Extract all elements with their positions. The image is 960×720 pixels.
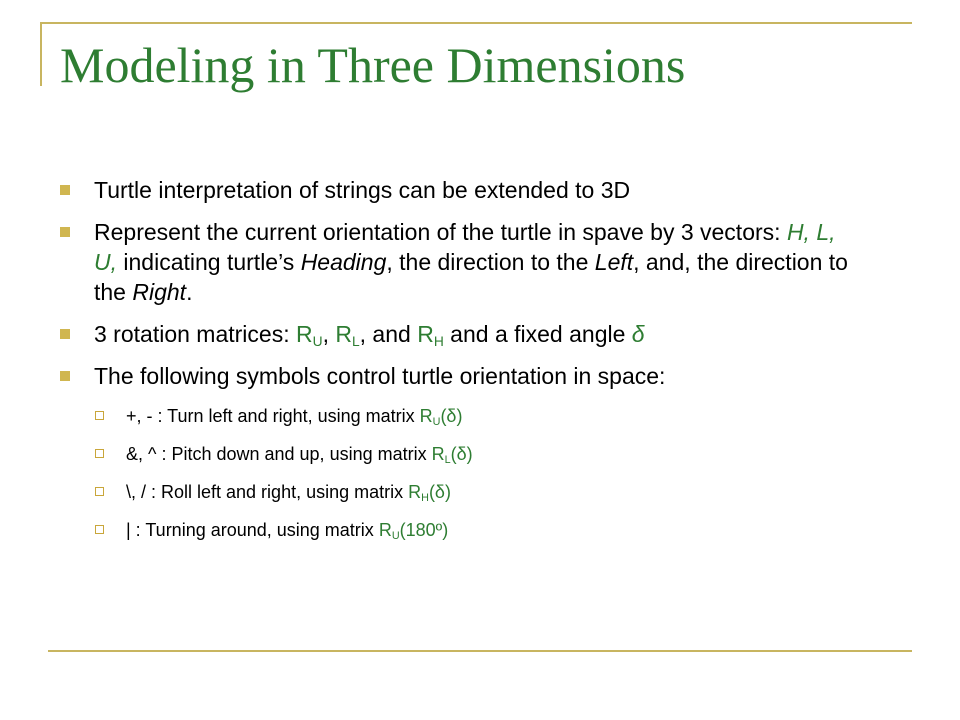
bullet-item bbox=[60, 217, 860, 307]
sub-bullet-item bbox=[60, 403, 860, 429]
sub-bullet-text: +, - : Turn left and right, using matrix $R_U(\delta)$ bbox=[126, 406, 463, 429]
hollow-square-bullet-icon bbox=[95, 449, 104, 458]
sub-bullet-text: | : Turning around, using matrix $R_U(180º)$ bbox=[126, 520, 449, 543]
hollow-square-bullet-icon bbox=[95, 525, 104, 534]
matrix-rh: $R_H$ bbox=[417, 321, 444, 350]
slide-content bbox=[60, 175, 860, 555]
top-border-line bbox=[40, 22, 912, 24]
delta-symbol: δ bbox=[631, 321, 645, 347]
bullet-item bbox=[60, 319, 860, 349]
square-bullet-icon bbox=[60, 371, 70, 381]
square-bullet-icon bbox=[60, 185, 70, 195]
vector-names: H, L, U, bbox=[94, 219, 836, 275]
hollow-square-bullet-icon bbox=[95, 487, 104, 496]
bullet-text: 3 rotation matrices: $R_U$, $R_L$, and $R_H$ and a fixed angle δ bbox=[94, 321, 645, 350]
bullet-item bbox=[60, 175, 860, 205]
square-bullet-icon bbox=[60, 329, 70, 339]
sub-bullet-item bbox=[60, 517, 860, 543]
bottom-border-line bbox=[48, 650, 912, 652]
hollow-square-bullet-icon bbox=[95, 411, 104, 420]
left-border-line bbox=[40, 22, 42, 86]
sub-bullet-item bbox=[60, 479, 860, 505]
bullet-text: The following symbols control turtle orientation in space: bbox=[94, 363, 666, 389]
bullet-item bbox=[60, 361, 860, 391]
bullet-text: Represent the current orientation of the turtle in spave by 3 vectors: H, L, U, indicating turtle’s Heading, the direction to the Left, and, the direction to the Right. bbox=[94, 219, 848, 305]
bullet-text: Turtle interpretation of strings can be extended to 3D bbox=[94, 177, 631, 203]
matrix-ru: $R_U$ bbox=[295, 321, 323, 350]
sub-bullet-text: \, / : Roll left and right, using matrix $R_H(\delta)$ bbox=[126, 482, 451, 505]
square-bullet-icon bbox=[60, 227, 70, 237]
matrix-rl: $R_L$ bbox=[335, 321, 360, 350]
slide-title: Modeling in Three Dimensions bbox=[60, 37, 686, 93]
sub-bullet-text: &, ^ : Pitch down and up, using matrix $R_L(\delta)$ bbox=[126, 444, 473, 467]
sub-bullet-item bbox=[60, 441, 860, 467]
